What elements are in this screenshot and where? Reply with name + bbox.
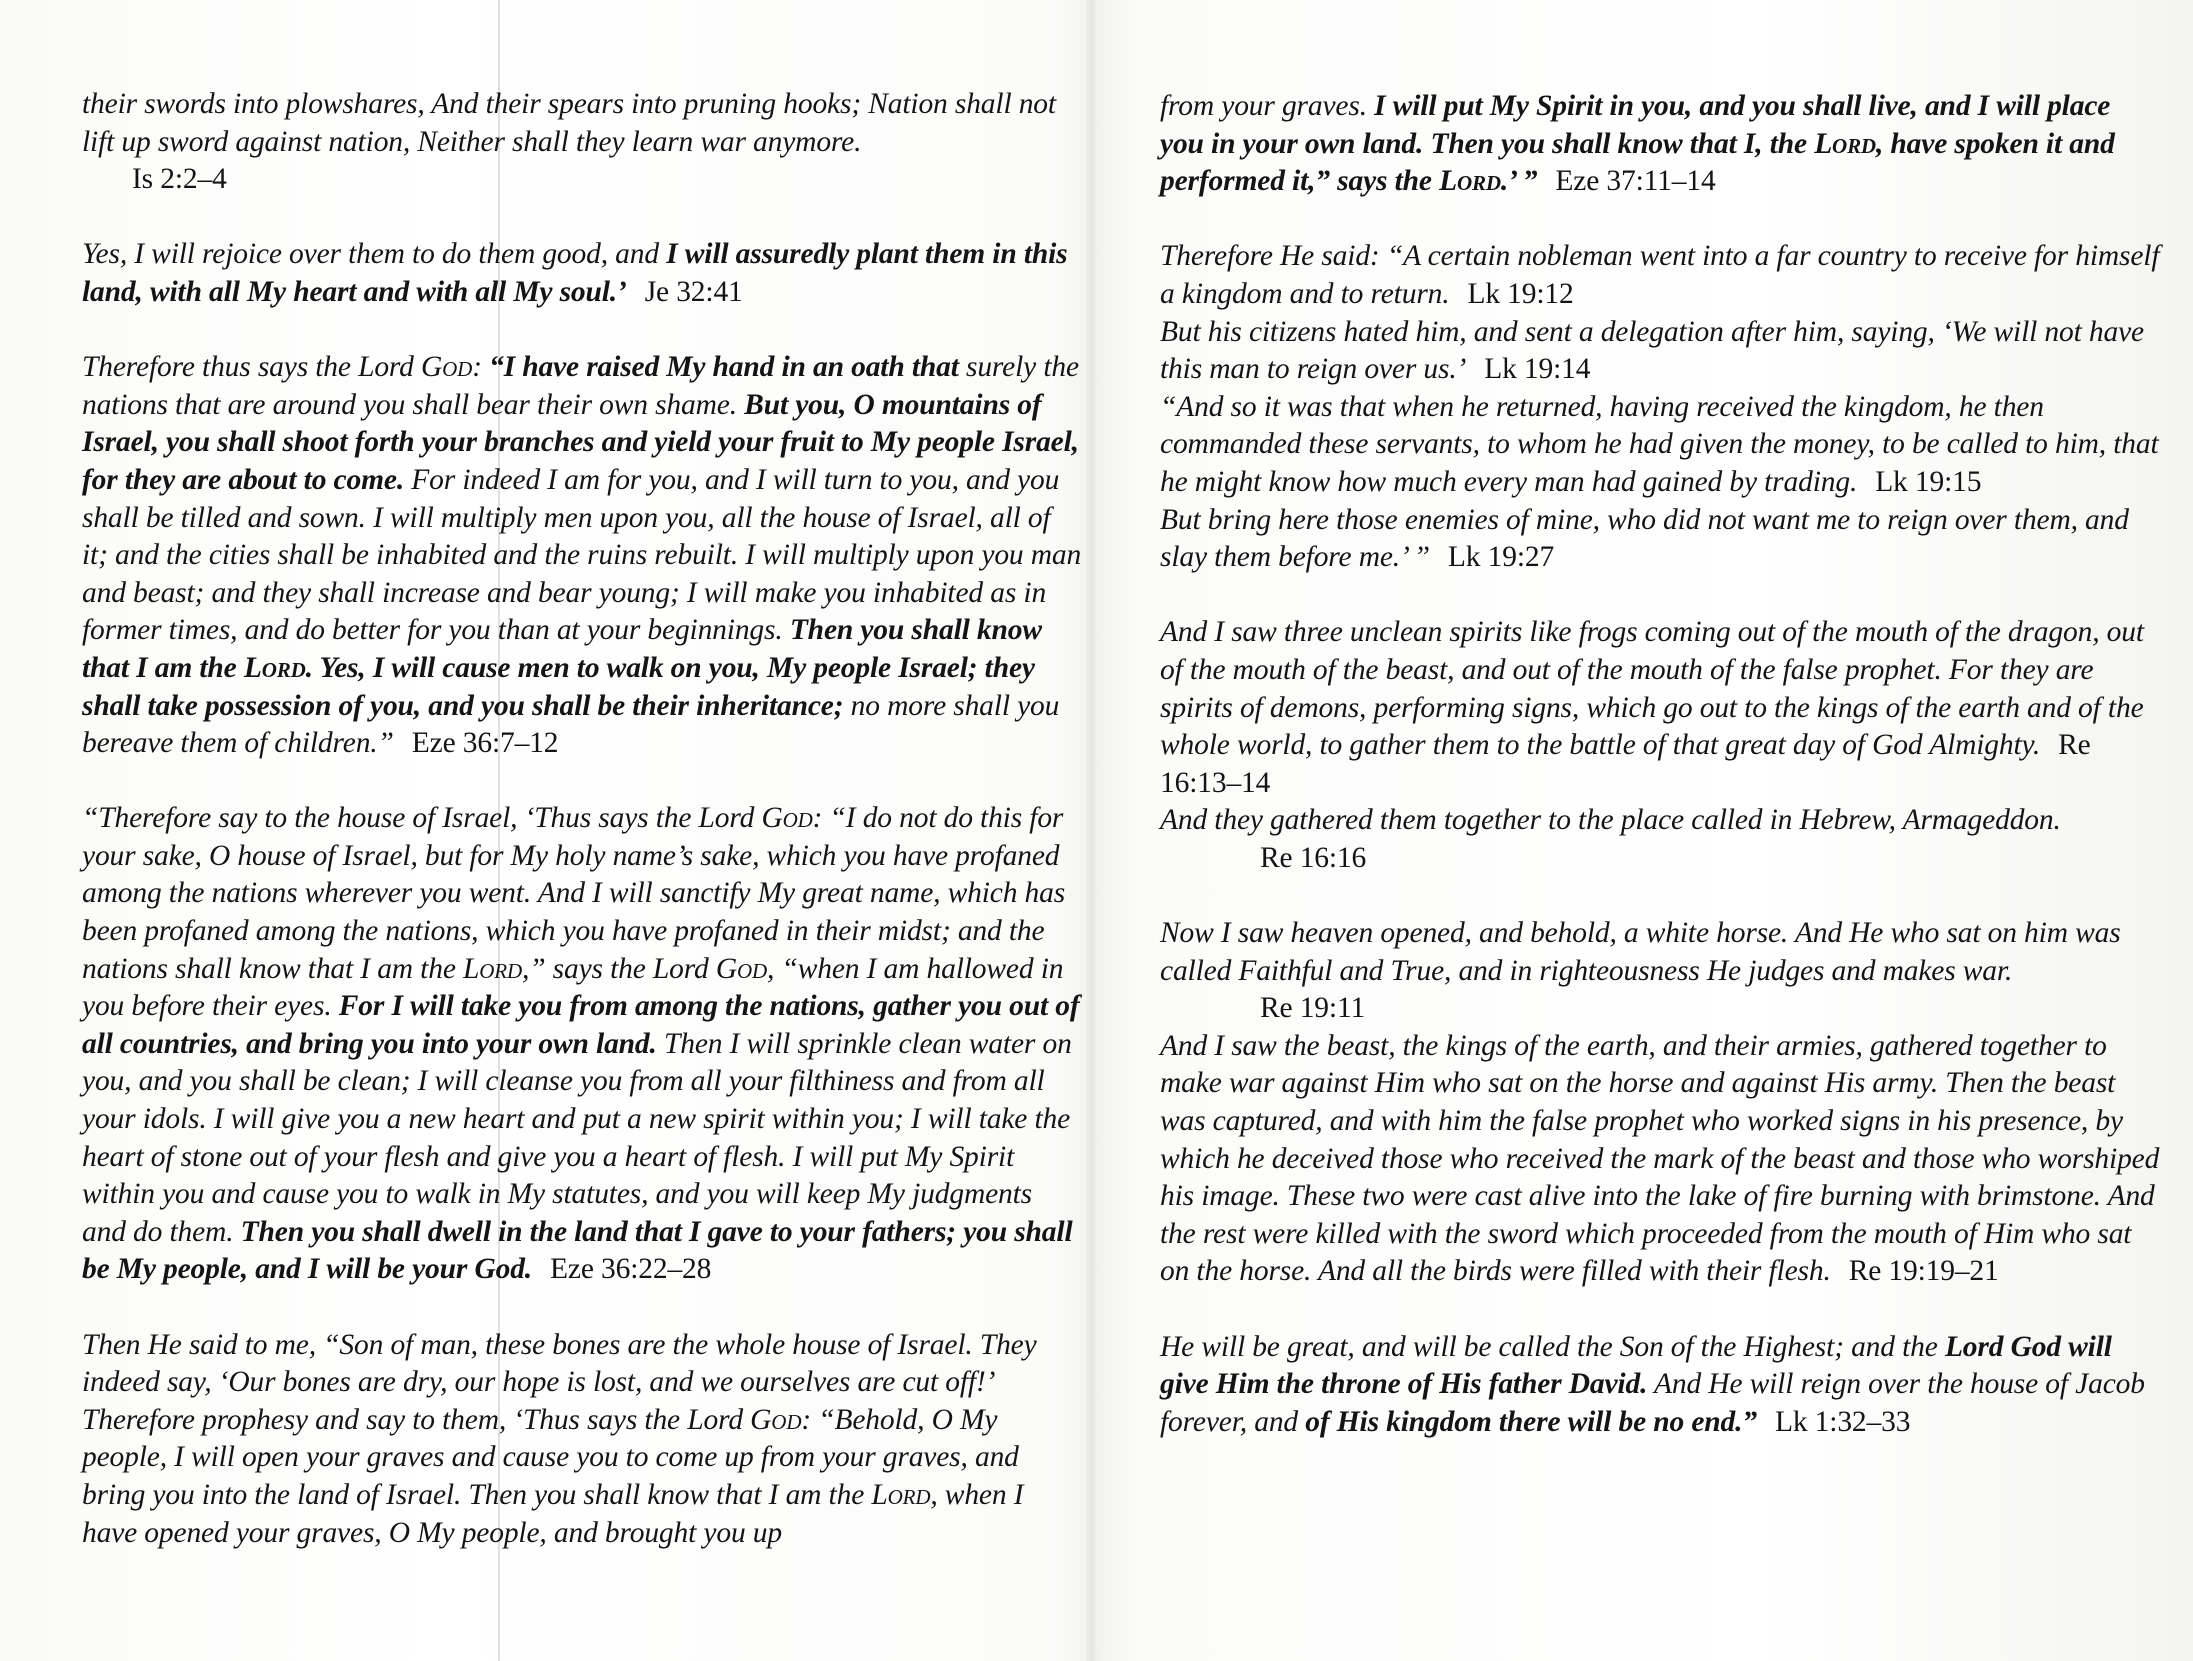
scripture-reference: Is 2:2–4 <box>132 163 227 196</box>
scripture-passage <box>82 349 1082 763</box>
scripture-passage <box>82 1327 1082 1553</box>
divine-name-smallcaps: Lord <box>1439 165 1501 198</box>
scripture-passage <box>82 800 1082 1289</box>
scripture-passage <box>1160 915 2160 1028</box>
passage-text: “And so it was that when he returned, having received the kingdom, he then commanded these servants, to whom he had given the money, to be called to him, that he might know how much every man had gained by trading. <box>1160 390 2159 498</box>
divine-name-smallcaps: Lord <box>243 651 306 684</box>
passage-text: from your graves. <box>1160 90 1375 122</box>
divine-name-smallcaps: God <box>715 952 768 985</box>
divine-name-smallcaps: God <box>761 802 813 835</box>
emphasized-text: of His kingdom there will be no end.” <box>1305 1405 1757 1438</box>
scripture-reference: Eze 36:22–28 <box>550 1253 712 1286</box>
passage-text: surely the nations that are around you shall bear their own shame. <box>82 351 1079 421</box>
emphasized-text: Then you shall dwell in the land that I gave to your fathers; you shall be My people, and I will be your God. <box>82 1215 1073 1286</box>
scripture-passage <box>1160 314 2160 389</box>
divine-name-smallcaps: Lord <box>463 952 522 985</box>
scripture-passage <box>1160 389 2160 502</box>
scripture-passage <box>82 236 1082 311</box>
scripture-passage <box>1160 88 2160 201</box>
scripture-passage <box>82 86 1082 199</box>
passage-text: And He will reign over the house of Jacob forever, and <box>1160 1368 2145 1438</box>
emphasized-text: “I have raised My hand in an oath that <box>489 351 959 384</box>
passage-text: For indeed I am for you, and I will turn to you, and you shall be tilled and sown. I will multiply men upon you, all the house of Israel, all of it; and the cities shall be inhabited and the ruins rebuilt. I will multiply upon you man and beast; and they shall increase and bear young; I will make you inhabited as in former times, and do better for you than at your beginnings. <box>82 463 1082 647</box>
passage-text: Now I saw heaven opened, and behold, a white horse. And He who sat on him was called Faithful and True, and in righteousness He judges and makes war. <box>1160 917 2121 987</box>
scripture-passage <box>1160 802 2160 877</box>
passage-text: their swords into plowshares, And their spears into pruning hooks; Nation shall not lift up sword against nation, Neither shall they learn war anymore. <box>82 88 1056 158</box>
passage-text: But his citizens hated him, and sent a delegation after him, saying, ‘We will not have this man to reign over us.’ <box>1160 315 2144 386</box>
emphasized-text: But you, O mountains of Israel, you shall shoot forth your branches and yield your fruit to My people Israel, for they are about to come. <box>82 388 1079 496</box>
scripture-passage <box>1160 502 2160 577</box>
passage-text: But bring here those enemies of mine, who did not want me to reign over them, and slay them before me.’ ” <box>1160 503 2129 574</box>
passage-text: And I saw the beast, the kings of the earth, and their armies, gathered together to make war against Him who sat on the horse and against His army. Then the beast was captured, and with him the false prophet who worked signs in his presence, by which he deceived those who received the mark of the beast and those who worshiped his image. These two were cast alive into the lake of fire burning with brimstone. And the rest were killed with the sword which proceeded from the mouth of Him who sat on the horse. And all the birds were filled with their flesh. <box>1160 1029 2160 1288</box>
scripture-reference: Je 32:41 <box>644 275 743 308</box>
divine-name-smallcaps: Lord <box>871 1478 931 1511</box>
scripture-reference: Lk 19:27 <box>1447 541 1555 574</box>
scripture-reference: Lk 1:32–33 <box>1774 1405 1911 1438</box>
scripture-reference: Lk 19:12 <box>1467 277 1574 310</box>
passage-text: And I saw three unclean spirits like frogs coming out of the mouth of the dragon, out of the mouth of the beast, and out of the mouth of the false prophet. For they are spirits of demons, performing signs, which go out to the kings of the earth and of the whole world, to gather them to the battle of that great day of God Almighty. <box>1160 616 2144 762</box>
scripture-reference: Re 19:11 <box>1260 992 1366 1025</box>
scripture-reference: Re 19:19–21 <box>1848 1255 1999 1288</box>
passage-text: Then I will sprinkle clean water on you, and you shall be clean; I will cleanse you from all your filthiness and from all your idols. I will give you a new heart and put a new spirit within you; I will take the heart of stone out of your flesh and give you a heart of flesh. I will put My Spirit within you and cause you to walk in My statutes, and you will keep My judgments and do them. <box>82 1027 1072 1248</box>
emphasized-text: I will put My Spirit in you, and you shall live, and I will place you in your own land. Then you shall know that I, the Lord, have spoken it and performed it,” says the Lord.’ ” <box>1160 90 2115 198</box>
passage-text: no more shall you bereave them of children.” <box>82 689 1060 760</box>
scripture-reference: Re 16:16 <box>1260 841 1367 874</box>
divine-name-smallcaps: Lord <box>1814 127 1876 160</box>
scripture-reference: Lk 19:14 <box>1484 353 1591 386</box>
book-gutter <box>1086 0 1096 1661</box>
scripture-reference: Eze 37:11–14 <box>1555 165 1716 198</box>
scripture-reference: Re 16:13–14 <box>1160 729 2091 799</box>
passage-text: Then He said to me, “Son of man, these bones are the whole house of Israel. They indeed say, ‘Our bones are dry, our hope is lost, and we ourselves are cut off!’ Therefore prophesy and say to them, ‘Thus says the Lord God: “Behold, O My people, I will open your graves and cause you to come up from your graves, and bring you into the land of Israel. Then you shall know that I am the Lord, when I have opened your graves, O My people, and brought you up <box>82 1328 1037 1549</box>
emphasized-text: Lord God will give Him the throne of His father David. <box>1160 1330 2112 1401</box>
divine-name-smallcaps: God <box>750 1403 802 1436</box>
passage-text: Therefore thus says the Lord God: <box>82 351 490 384</box>
emphasized-text: Then you shall know that I am the Lord. Yes, I will cause men to walk on you, My people Israel; they shall take possession of you, and you shall be their inheritance; <box>82 614 1042 722</box>
passage-text: And they gathered them together to the place called in Hebrew, Armageddon. <box>1160 804 2061 837</box>
emphasized-text: For I will take you from among the nations, gather you out of all countries, and bring you into your own land. <box>82 990 1080 1060</box>
scripture-passage <box>1160 614 2160 802</box>
passage-text: He will be great, and will be called the Son of the Highest; and the <box>1160 1330 1945 1363</box>
scripture-passage <box>1160 1028 2160 1291</box>
scripture-reference: Eze 36:7–12 <box>411 727 559 760</box>
divine-name-smallcaps: God <box>421 351 473 384</box>
scripture-reference: Lk 19:15 <box>1875 465 1982 498</box>
passage-text: Yes, I will rejoice over them to do them good, and <box>82 238 667 271</box>
left-page <box>82 86 1082 1590</box>
passage-text: Therefore He said: “A certain nobleman went into a far country to receive for himself a kingdom and to return. <box>1160 240 2160 310</box>
scripture-passage <box>1160 1329 2160 1442</box>
emphasized-text: I will assuredly plant them in this land, with all My heart and with all My soul.’ <box>82 238 1068 308</box>
right-page <box>1160 88 2160 1479</box>
scripture-passage <box>1160 238 2160 313</box>
passage-text: “Therefore say to the house of Israel, ‘Thus says the Lord God: “I do not do this for your sake, O house of Israel, but for My holy name’s sake, which you have profaned among the nations wherever you went. And I will sanctify My great name, which has been profaned among the nations, which you have profaned in their midst; and the nations shall know that I am the Lord,” says the Lord God, “when I am hallowed in you before their eyes. <box>82 802 1066 1023</box>
